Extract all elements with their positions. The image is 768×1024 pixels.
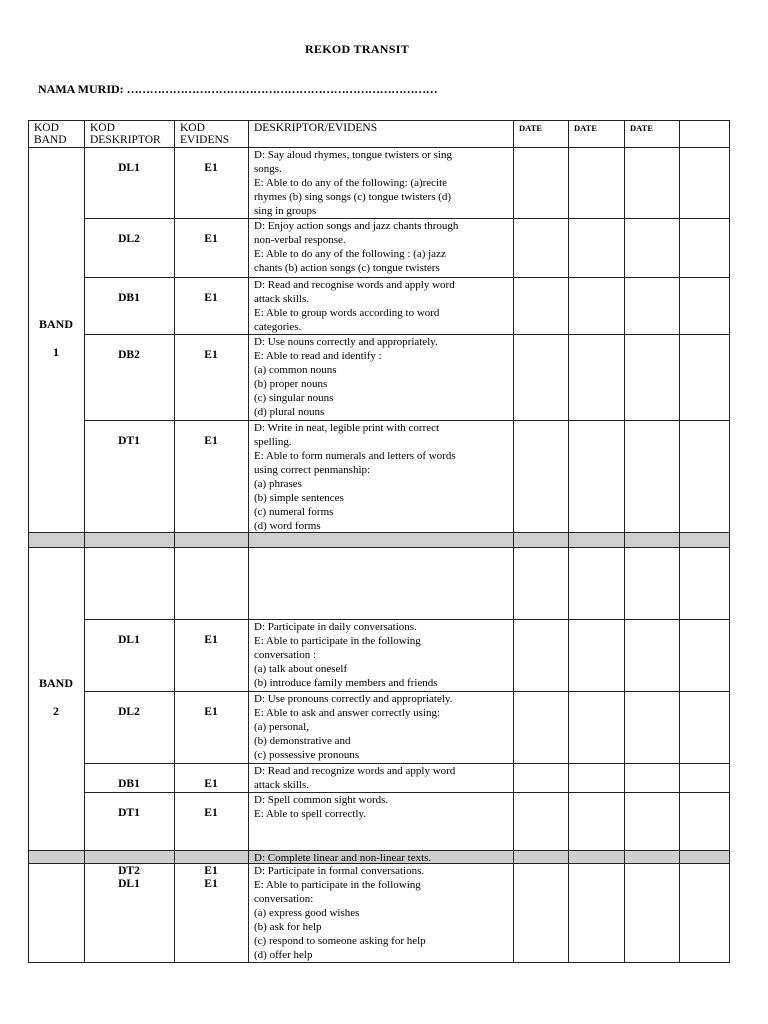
- column-rule: [513, 120, 514, 963]
- header-date-1: DATE: [519, 123, 542, 133]
- descriptor-line: chants (b) action songs (c) tongue twisters: [254, 262, 440, 274]
- header-kod-evidens: KOD EVIDENS: [180, 122, 230, 146]
- descriptor-evidence-text: [254, 864, 511, 962]
- evidence-code: E1: [204, 878, 218, 890]
- descriptor-evidence-text: [254, 793, 511, 850]
- descriptor-evidence-text: [254, 764, 511, 792]
- descriptor-line: conversation :: [254, 649, 317, 661]
- evidence-code: E1: [204, 634, 218, 646]
- descriptor-code: DL2: [118, 233, 140, 245]
- descriptor-code: DT1: [118, 435, 140, 447]
- descriptor-line: (a) talk about oneself: [254, 663, 348, 675]
- table-rule: [84, 277, 730, 278]
- descriptor-line: attack skills.: [254, 779, 309, 791]
- descriptor-line: D: Complete linear and non-linear texts.: [254, 852, 432, 863]
- table-rule: [84, 763, 730, 764]
- header-date-2: DATE: [574, 123, 597, 133]
- evidence-code: E1: [204, 292, 218, 304]
- descriptor-code: DL2: [118, 706, 140, 718]
- column-rule: [624, 120, 625, 963]
- descriptor-line: (b) simple sentences: [254, 492, 344, 504]
- evidence-code: E1: [204, 162, 218, 174]
- band-number: 2: [53, 703, 59, 718]
- descriptor-line: E: Able to ask and answer correctly using:: [254, 707, 441, 719]
- table-rule: [84, 334, 730, 335]
- descriptor-evidence-text: [254, 692, 511, 763]
- descriptor-line: D: Participate in formal conversations.: [254, 865, 425, 877]
- column-rule: [174, 120, 175, 963]
- band-label: [28, 669, 84, 729]
- page-title: REKOD TRANSIT: [304, 42, 410, 56]
- descriptor-code: DT1: [118, 807, 140, 819]
- descriptor-line: (d) word forms: [254, 520, 321, 532]
- evidence-code: E1: [204, 706, 218, 718]
- descriptor-line: D: Enjoy action songs and jazz chants through: [254, 220, 459, 232]
- descriptor-evidence-text: [254, 335, 511, 420]
- evidence-code: E1: [204, 435, 218, 447]
- band-number: 1: [53, 344, 59, 359]
- descriptor-line: D: Write in neat, legible print with correct: [254, 422, 440, 434]
- descriptor-line: D: Say aloud rhymes, tongue twisters or sing: [254, 149, 452, 161]
- evidence-code: E1: [204, 807, 218, 819]
- descriptor-line: D: Use nouns correctly and appropriately.: [254, 336, 438, 348]
- header-date-3: DATE: [630, 123, 653, 133]
- descriptor-line: (a) express good wishes: [254, 907, 360, 919]
- descriptor-code: DB1: [118, 292, 140, 304]
- descriptor-line: D: Read and recognize words and apply word: [254, 765, 456, 777]
- band-title: BAND: [38, 316, 73, 331]
- descriptor-line: D: Participate in daily conversations.: [254, 621, 417, 633]
- column-rule: [28, 120, 29, 963]
- descriptor-line: non-verbal response.: [254, 234, 346, 246]
- descriptor-evidence-text: [254, 278, 511, 334]
- descriptor-line: songs.: [254, 163, 282, 175]
- band-label: [28, 310, 84, 370]
- descriptor-line: using correct penmanship:: [254, 464, 371, 476]
- descriptor-line: E: Able to read and identify :: [254, 350, 382, 362]
- descriptor-line: E: Able to spell correctly.: [254, 808, 367, 820]
- band-title: BAND: [38, 675, 73, 690]
- descriptor-line: E: Able to participate in the following: [254, 635, 421, 647]
- descriptor-line: (c) possessive pronouns: [254, 749, 360, 761]
- table-rule: [84, 218, 730, 219]
- descriptor-line: D: Read and recognise words and apply word: [254, 279, 455, 291]
- descriptor-line: (b) introduce family members and friends: [254, 677, 438, 689]
- student-name-label: NAMA MURID:: [38, 82, 124, 96]
- descriptor-line: E: Able to group words according to word: [254, 307, 440, 319]
- header-kod-band: KOD BAND: [34, 122, 67, 146]
- descriptor-line: (b) demonstrative and: [254, 735, 351, 747]
- column-rule: [679, 120, 680, 963]
- descriptor-line: attack skills.: [254, 293, 309, 305]
- descriptor-line: (a) phrases: [254, 478, 302, 490]
- column-rule: [568, 120, 569, 963]
- descriptor-line: (d) offer help: [254, 949, 313, 961]
- descriptor-line: E: Able to do any of the following : (a) jazz: [254, 248, 446, 260]
- evidence-code: E1: [204, 349, 218, 361]
- table-rule: [84, 619, 730, 620]
- descriptor-evidence-text: [254, 620, 511, 691]
- descriptor-line: (a) common nouns: [254, 364, 337, 376]
- descriptor-line: conversation:: [254, 893, 314, 905]
- descriptor-code: DL1: [118, 878, 140, 890]
- descriptor-evidence-text: [254, 148, 511, 218]
- evidence-code: E1: [204, 865, 218, 877]
- evidence-code: E1: [204, 778, 218, 790]
- descriptor-line: D: Spell common sight words.: [254, 794, 389, 806]
- descriptor-line: (b) ask for help: [254, 921, 322, 933]
- descriptor-code: DL1: [118, 162, 140, 174]
- header-kod-deskriptor: KOD DESKRIPTOR: [90, 122, 161, 146]
- student-name-blank: ………………………………………………………………………: [126, 82, 438, 96]
- descriptor-code: DB2: [118, 349, 140, 361]
- descriptor-evidence-text: [254, 851, 511, 863]
- descriptor-line: E: Able to do any of the following: (a)recite: [254, 177, 448, 189]
- descriptor-line: sing in groups: [254, 205, 317, 217]
- descriptor-evidence-text: [254, 421, 511, 532]
- descriptor-line: (c) respond to someone asking for help: [254, 935, 426, 947]
- descriptor-code: DT2: [118, 865, 140, 877]
- column-rule: [729, 120, 730, 963]
- descriptor-evidence-text: [254, 219, 511, 277]
- descriptor-line: rhymes (b) sing songs (c) tongue twisters (d): [254, 191, 452, 203]
- column-rule: [248, 120, 249, 963]
- descriptor-line: (a) personal,: [254, 721, 309, 733]
- descriptor-code: DL1: [118, 634, 140, 646]
- table-rule: [84, 792, 730, 793]
- header-deskriptor-evidens: DESKRIPTOR/EVIDENS: [254, 122, 378, 134]
- descriptor-line: (d) plural nouns: [254, 406, 325, 418]
- descriptor-line: E: Able to participate in the following: [254, 879, 421, 891]
- descriptor-line: E: Able to form numerals and letters of words: [254, 450, 456, 462]
- descriptor-code: DB1: [118, 778, 140, 790]
- table-rule: [84, 691, 730, 692]
- evidence-code: E1: [204, 233, 218, 245]
- descriptor-line: (c) singular nouns: [254, 392, 334, 404]
- descriptor-line: D: Use pronouns correctly and appropriately.: [254, 693, 453, 705]
- descriptor-line: (b) proper nouns: [254, 378, 328, 390]
- table-rule: [84, 420, 730, 421]
- descriptor-line: spelling.: [254, 436, 292, 448]
- descriptor-line: (c) numeral forms: [254, 506, 334, 518]
- descriptor-line: categories.: [254, 321, 302, 333]
- column-rule: [84, 120, 85, 963]
